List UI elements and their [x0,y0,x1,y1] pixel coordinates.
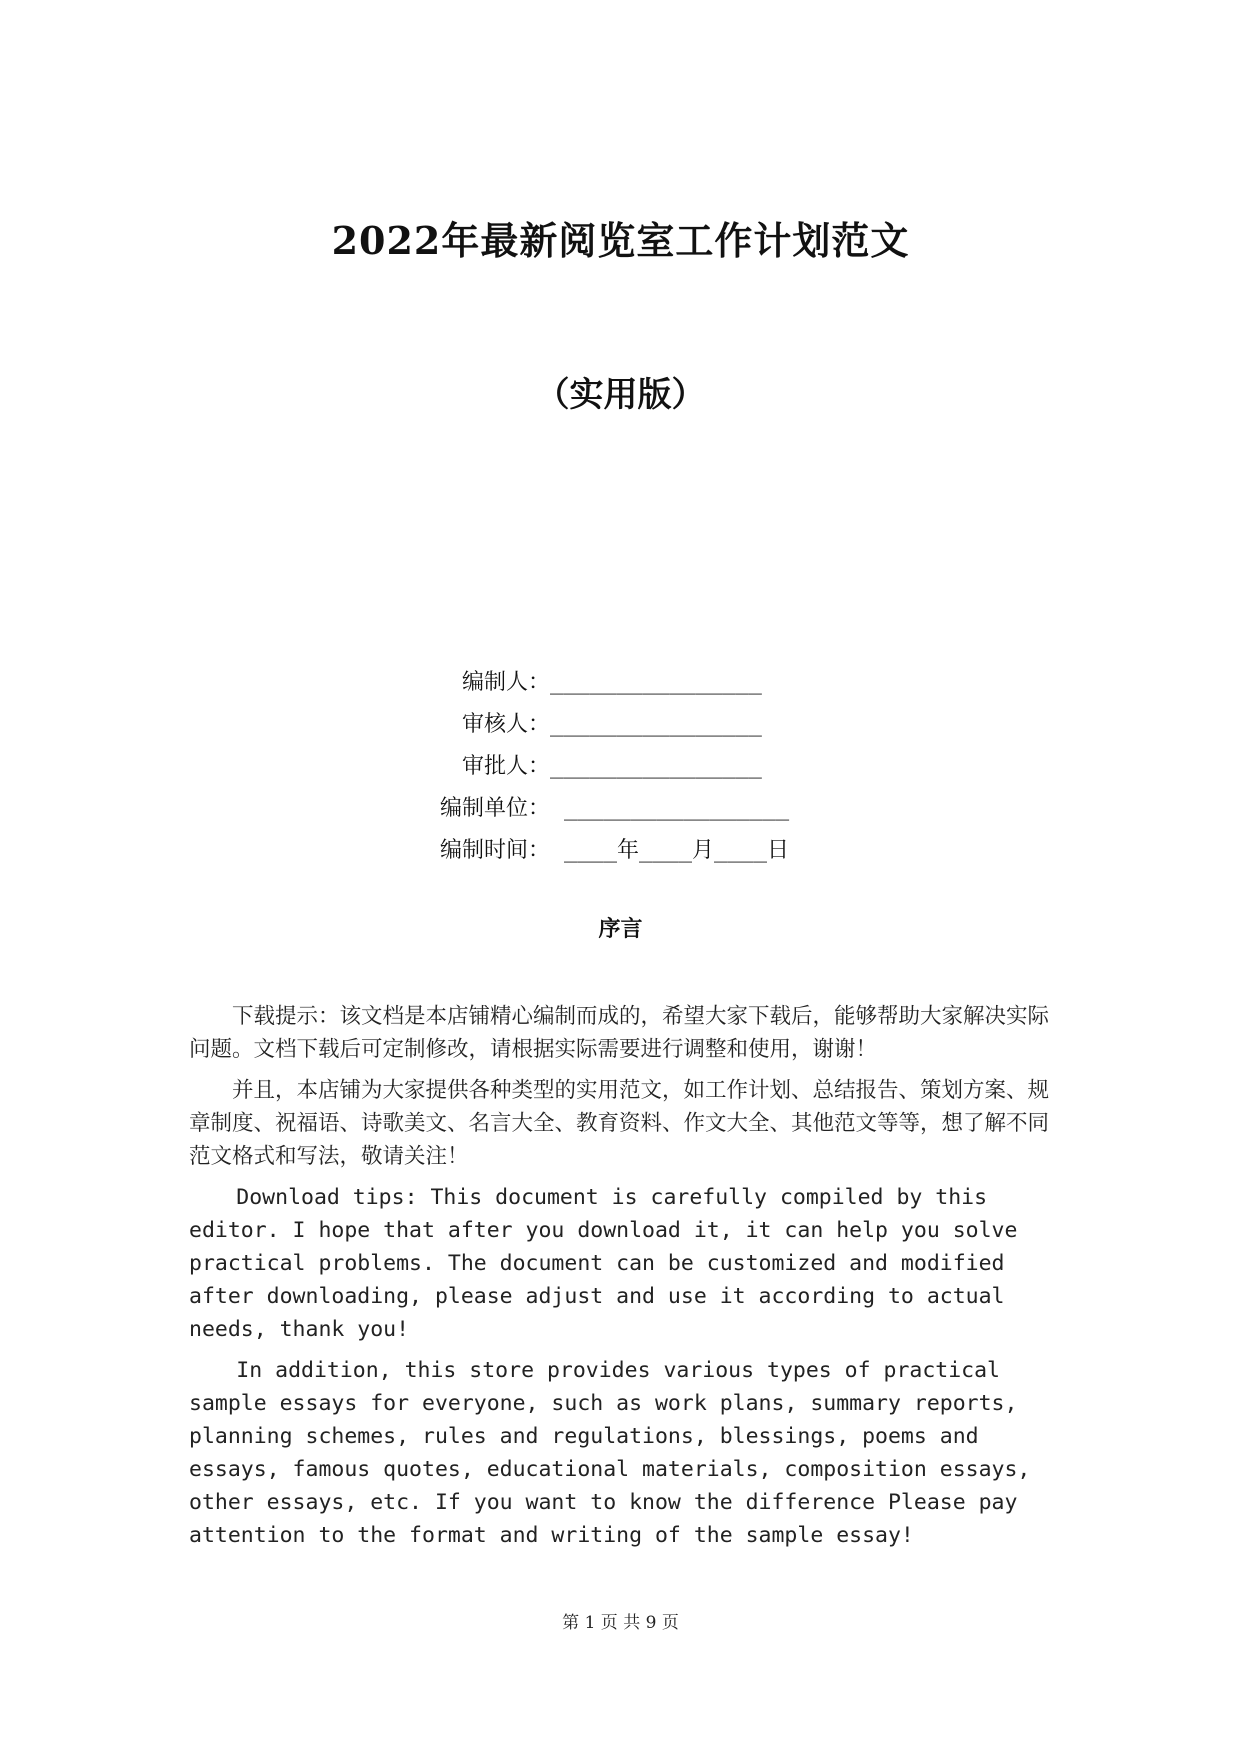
unit-blank: _________________ [564,796,790,821]
preface-heading: 序言 [598,917,643,942]
form-row-unit [300,788,820,830]
form-row-compiler [300,662,820,704]
reviewer-label: 审核人： [461,712,550,737]
approver-label: 审批人： [461,754,550,779]
preface-paragraph-3: Download tips: This document is carefully compiled by this editor. I hope that after you download it, it can help you solve practical problems. The document can be customized and modified after downloading, please adjust and use it according to actual needs, thank you! [189,1185,1018,1342]
approver-blank: ________________ [550,754,762,779]
preface-paragraph-2: 并且，本店铺为大家提供各种类型的实用范文，如工作计划、总结报告、策划方案、规章制度、祝福语、诗歌美文、名言大全、教育资料、作文大全、其他范文等等，想了解不同范文格式和写法，敬请关注！ [189,1078,1050,1169]
compiler-label: 编制人： [461,670,550,695]
time-label: 编制时间： [439,838,550,863]
page-indicator: 第 1 页 共 9 页 [562,1613,679,1633]
unit-label: 编制单位： [439,796,550,821]
preface-paragraph-4: In addition, this store provides various types of practical sample essays for everyone, such as work plans, summary reports, planning schemes, rules and regulations, blessings, poems and essays, famous quotes, educational materials, composition essays, other essays, etc. If you want to know the difference Please pay attention to the format and writing of the sample essay! [189,1358,1031,1548]
reviewer-blank: ________________ [550,712,762,737]
form-row-time [300,830,820,872]
approval-form [300,662,820,872]
document-title: 2022年最新阅览室工作计划范文 [331,218,910,263]
time-blank: ____年____月____日 [564,838,789,863]
document-subtitle: （实用版） [535,375,706,415]
preface-body [189,1000,1069,1560]
form-row-reviewer [300,704,820,746]
preface-paragraph-1: 下载提示：该文档是本店铺精心编制而成的，希望大家下载后，能够帮助大家解决实际问题。文档下载后可定制修改，请根据实际需要进行调整和使用，谢谢！ [189,1004,1050,1062]
form-row-approver [300,746,820,788]
compiler-blank: ________________ [550,670,762,695]
